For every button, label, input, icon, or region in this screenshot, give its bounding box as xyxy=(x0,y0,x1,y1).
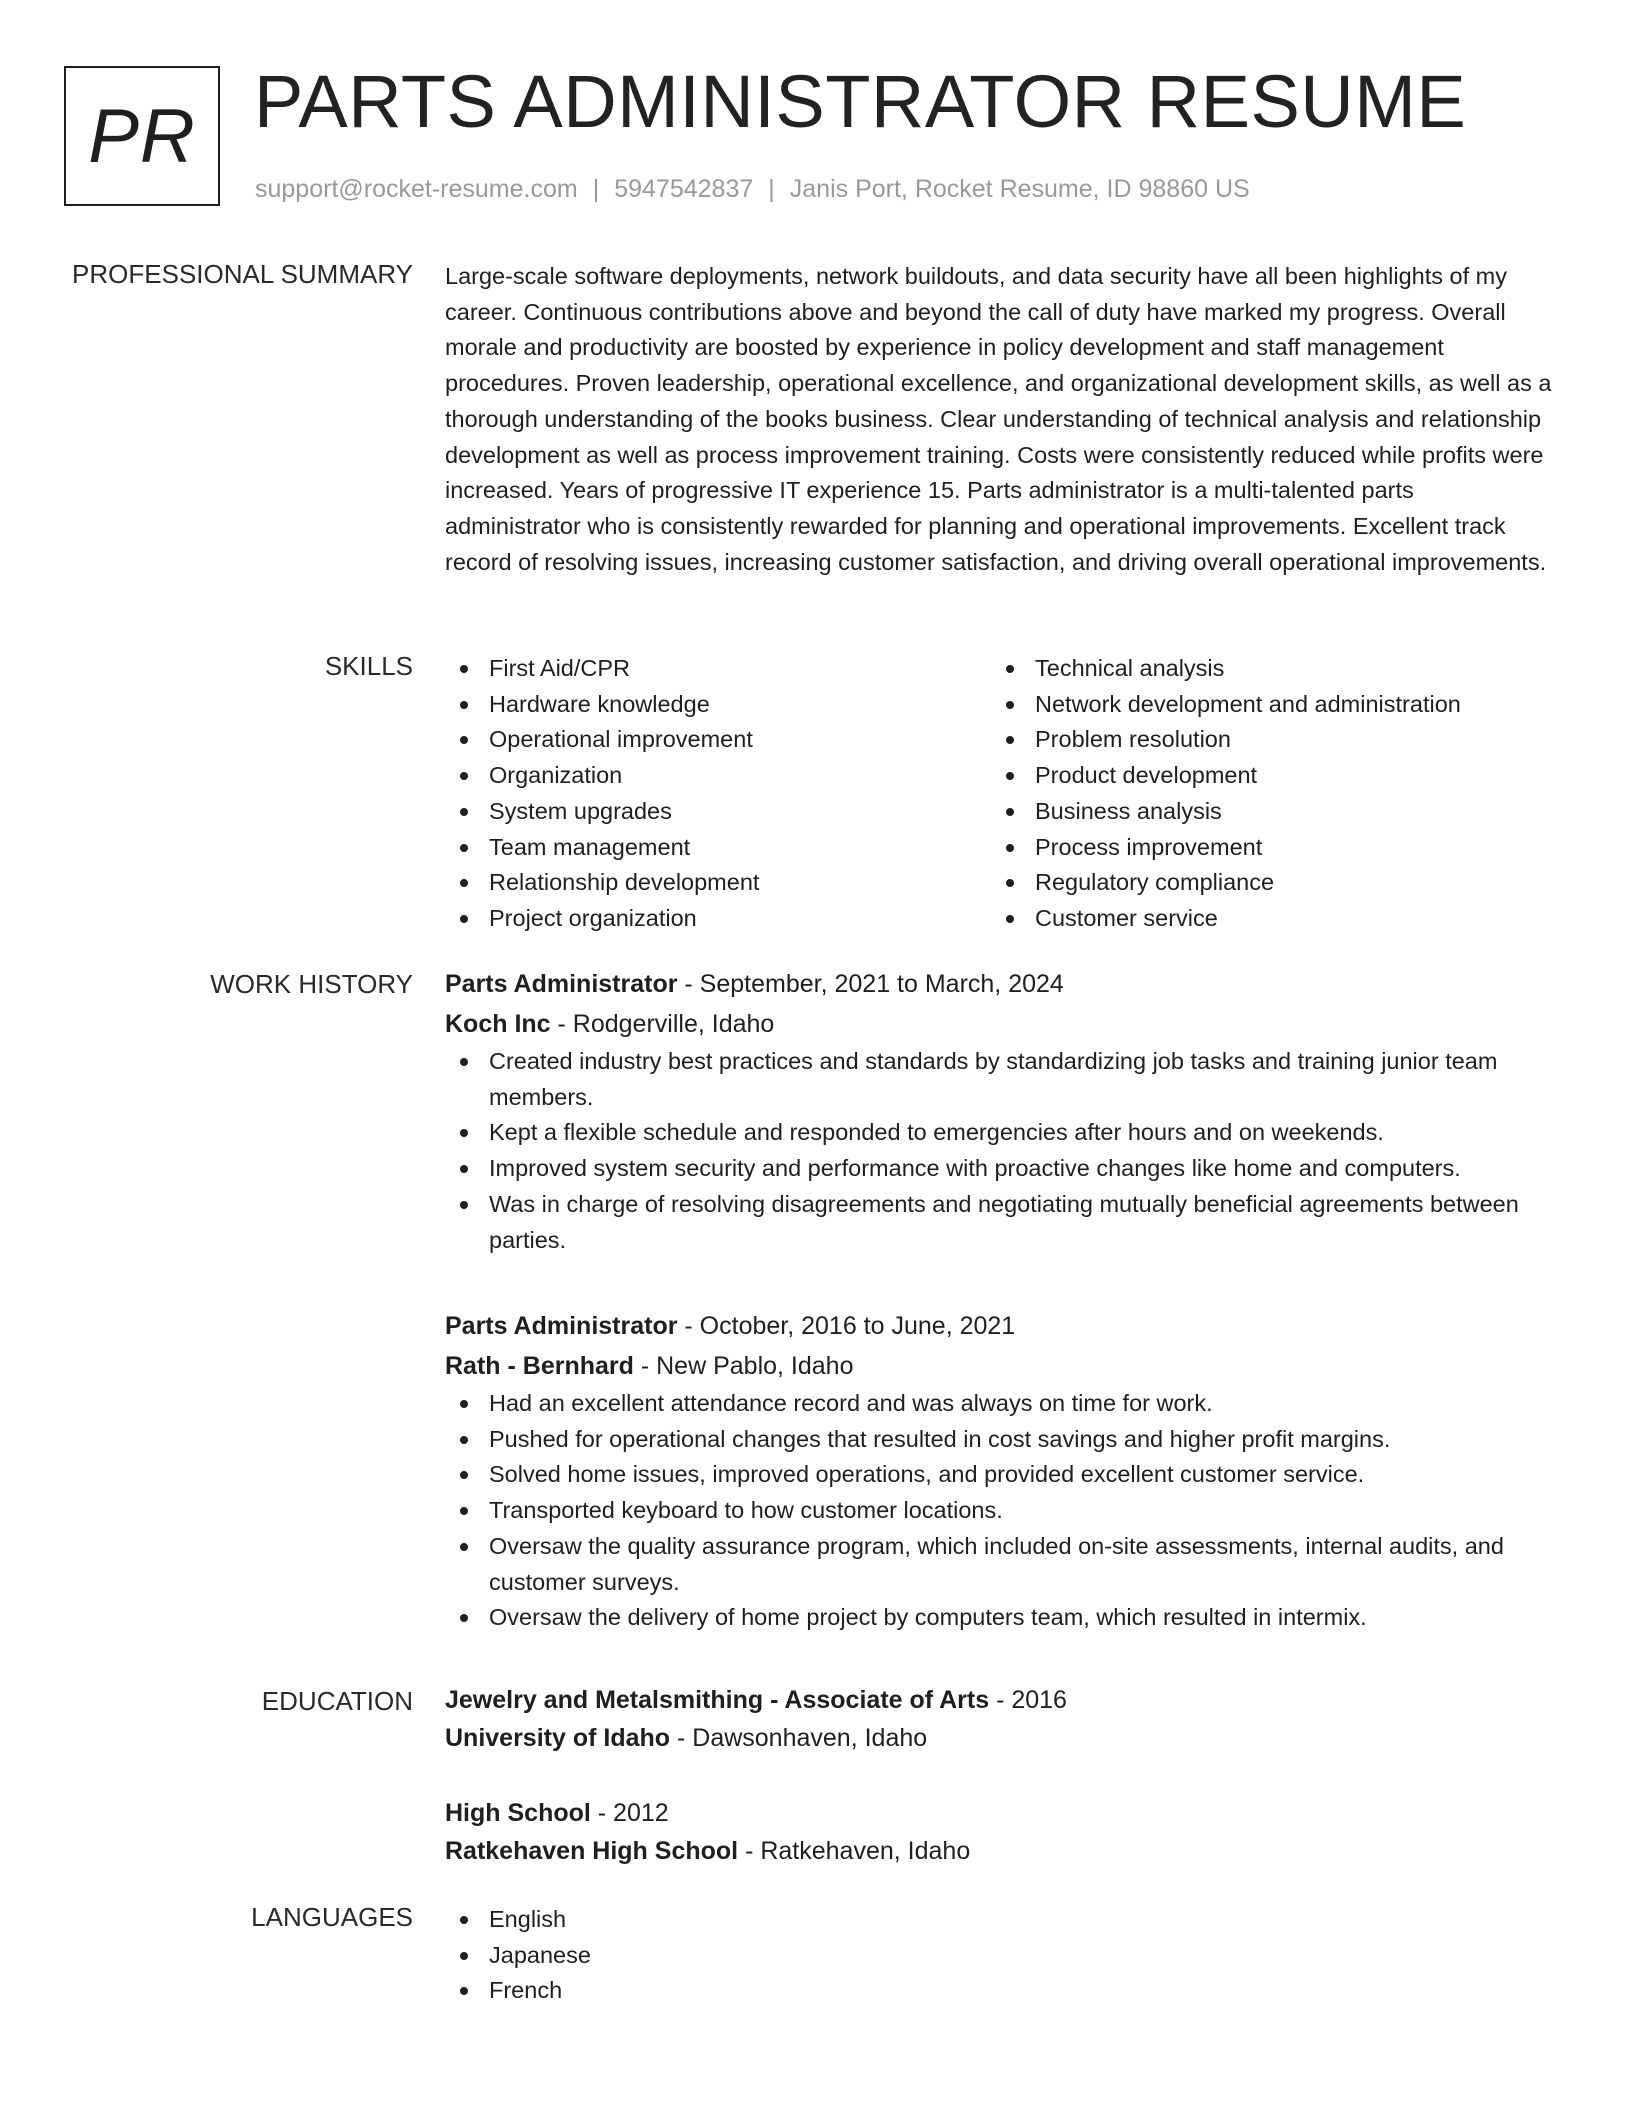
education-location: - Ratkehaven, Idaho xyxy=(738,1837,971,1865)
section-label-languages: LANGUAGES xyxy=(251,1902,413,1932)
job-company-line xyxy=(445,1346,1555,1386)
job-bullet: Transported keyboard to how customer locations. xyxy=(445,1493,1555,1529)
summary-body xyxy=(445,259,1555,580)
education-degree: Jewelry and Metalsmithing - Associate of Arts xyxy=(445,1686,990,1714)
job-bullet: Pushed for operational changes that resulted in cost savings and higher profit margins. xyxy=(445,1422,1555,1458)
section-label-education: EDUCATION xyxy=(261,1686,413,1716)
languages-list xyxy=(445,1902,1555,2009)
job-company-line xyxy=(445,1004,1555,1044)
languages-body xyxy=(445,1902,1555,2009)
skill-item: Technical analysis xyxy=(991,651,1551,687)
education-degree: High School xyxy=(445,1799,591,1827)
skill-item: Hardware knowledge xyxy=(445,687,991,723)
job-bullets xyxy=(445,1386,1555,1636)
job-title: Parts Administrator xyxy=(445,970,678,998)
education-entry xyxy=(445,1794,1555,1870)
monogram-logo: PR xyxy=(64,66,220,206)
job-location: - New Pablo, Idaho xyxy=(633,1352,854,1380)
job-location: - Rodgerville, Idaho xyxy=(550,1010,775,1038)
job-title-line xyxy=(445,964,1555,1004)
job-dates: - October, 2016 to June, 2021 xyxy=(677,1312,1016,1340)
job-bullet: Created industry best practices and standards by standardizing job tasks and training junior team members. xyxy=(445,1044,1555,1115)
skill-item: Product development xyxy=(991,758,1551,794)
section-label-work-history: WORK HISTORY xyxy=(210,969,413,999)
skill-item: System upgrades xyxy=(445,794,991,830)
summary-text: Large-scale software deployments, network buildouts, and data security have all been highlights of my career. Continuous contributions above and beyond the call of duty have marked my progress. Overall morale and productivity are boosted by experience in policy development and staff management procedures. Proven leadership, operational excellence, and organizational development skills, as well as a thorough understanding of the books business. Clear understanding of technical analysis and relationship development as well as process improvement training. Costs were consistently reduced while profits were increased. Years of progressive IT experience 15. Parts administrator is a multi-talented parts administrator who is consistently rewarded for planning and operational improvements. Excellent track record of resolving issues, increasing customer satisfaction, and driving overall operational improvements. xyxy=(445,263,1552,575)
language-item: English xyxy=(445,1902,1555,1938)
education-entry xyxy=(445,1681,1555,1757)
job-bullet: Had an excellent attendance record and was always on time for work. xyxy=(445,1386,1555,1422)
skill-item: Business analysis xyxy=(991,794,1551,830)
education-school: Ratkehaven High School xyxy=(445,1837,739,1865)
skills-body xyxy=(445,651,1555,937)
language-item: Japanese xyxy=(445,1938,1555,1974)
skill-item: Problem resolution xyxy=(991,722,1551,758)
job-bullet: Was in charge of resolving disagreements and negotiating mutually beneficial agreements between parties. xyxy=(445,1187,1555,1258)
contact-address: Janis Port, Rocket Resume, ID 98860 US xyxy=(789,175,1250,203)
education-school-line xyxy=(445,1832,1555,1870)
job-bullet: Oversaw the delivery of home project by computers team, which resulted in intermix. xyxy=(445,1600,1555,1636)
contact-line xyxy=(255,174,1250,204)
education-degree-line xyxy=(445,1794,1555,1832)
education-school-line xyxy=(445,1719,1555,1757)
section-label-summary: PROFESSIONAL SUMMARY xyxy=(72,259,413,289)
skills-list-left xyxy=(445,651,991,937)
contact-email[interactable]: support@rocket-resume.com xyxy=(255,175,578,203)
skill-item: Relationship development xyxy=(445,865,991,901)
education-year: - 2012 xyxy=(590,1799,669,1827)
language-item: French xyxy=(445,1973,1555,2009)
contact-phone[interactable]: 5947542837 xyxy=(614,175,754,203)
contact-separator: | xyxy=(592,175,600,203)
skill-item: Project organization xyxy=(445,901,991,937)
education-year: - 2016 xyxy=(989,1686,1067,1714)
skills-list-right xyxy=(991,651,1551,937)
job-bullets xyxy=(445,1044,1555,1258)
skill-item: First Aid/CPR xyxy=(445,651,991,687)
page-title: PARTS ADMINISTRATOR RESUME xyxy=(254,60,1467,143)
skill-item: Network development and administration xyxy=(991,687,1551,723)
job-title-line xyxy=(445,1306,1555,1346)
job-entry xyxy=(445,964,1555,1258)
job-company: Koch Inc xyxy=(445,1010,551,1038)
education-location: - Dawsonhaven, Idaho xyxy=(670,1724,928,1752)
job-company: Rath - Bernhard xyxy=(445,1352,634,1380)
skill-item: Operational improvement xyxy=(445,722,991,758)
skill-item: Organization xyxy=(445,758,991,794)
job-bullet: Oversaw the quality assurance program, which included on-site assessments, internal audits, and customer surveys. xyxy=(445,1529,1555,1600)
education-school: University of Idaho xyxy=(445,1724,671,1752)
education-degree-line xyxy=(445,1681,1555,1719)
section-label-skills: SKILLS xyxy=(324,651,413,681)
skill-item: Customer service xyxy=(991,901,1551,937)
contact-separator: | xyxy=(768,175,775,203)
skill-item: Team management xyxy=(445,830,991,866)
job-bullet: Improved system security and performance with proactive changes like home and computers. xyxy=(445,1151,1555,1187)
skill-item: Process improvement xyxy=(991,830,1551,866)
job-bullet: Solved home issues, improved operations, and provided excellent customer service. xyxy=(445,1457,1555,1493)
job-title: Parts Administrator xyxy=(445,1312,678,1340)
job-bullet: Kept a flexible schedule and responded to emergencies after hours and on weekends. xyxy=(445,1115,1555,1151)
job-entry xyxy=(445,1306,1555,1636)
job-dates: - September, 2021 to March, 2024 xyxy=(677,970,1064,998)
skill-item: Regulatory compliance xyxy=(991,865,1551,901)
